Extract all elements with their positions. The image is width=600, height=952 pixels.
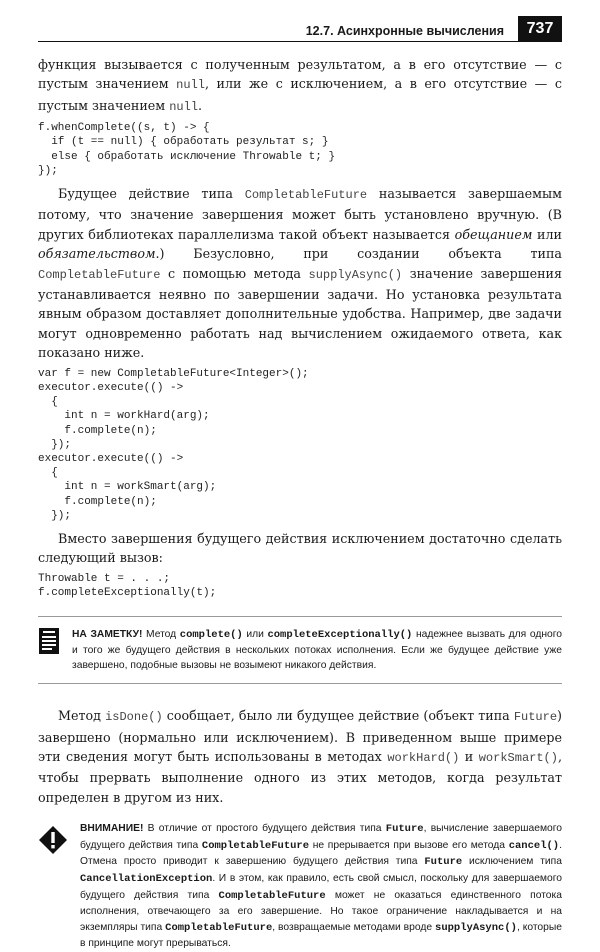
page-content [38, 55, 562, 952]
code-listing-3: Throwable t = . . .; f.completeExceptionally(t); [38, 572, 217, 599]
paragraph-3: Вместо завершения будущего действия исключением достаточно сделать следующий вызов: [38, 530, 562, 566]
note-text: НА ЗАМЕТКУ! Метод complete() или completeExceptionally() надежнее вызвать для одного и того же будущего действия в нескольких потоках исполнения. Если же будущее действие уже завершено, подобные вызовы не возымеют никакого действия. [72, 629, 562, 672]
notepad-icon [38, 627, 60, 655]
code-listing-2: var f = new CompletableFuture<Integer>(); executor.execute(() -> { int n = workHard(arg); f.complete(n); }); executor.execute(() -> { int n = workSmart(arg); f.complete(n); }); [38, 367, 309, 522]
header-rule [38, 41, 562, 42]
paragraph-4: Метод isDone() сообщает, было ли будущее действие (объект типа Future) завершено (нормально или исключением). В приведенном выше примере эти сведения могут быть использованы в методах workHard() и workSmart(), чтобы прервать выполнение одного из этих методов, когда результат определен в другом из них. [38, 708, 562, 805]
section-title: 12.7. Асинхронные вычисления [305, 24, 504, 38]
warning-text: ВНИМАНИЕ! В отличие от простого будущего действия типа Future, вычисление завершаемого будущего действия типа CompletableFuture не прерывается при вызове его метода cancel(). Отмена просто приводит к завершению будущего действия типа Future исключением типа CancellationException. И в этом, как правило, есть свой смысл, поскольку для завершаемого будущего действия типа CompletableFuture может не оказаться единственного потока исполнения, отвечающего за его завершение. Но такое ограничение накладывается и на экземпляры типа CompletableFuture, возвращаемые методами вроде supplyAsync(), которые в принципе могут прерываться. [80, 823, 563, 950]
code-listing-1: f.whenComplete((s, t) -> { if (t == null) { обработать результат s; } else { обработать исключение Throwable t; } }); [38, 122, 336, 177]
paragraph-2: Будущее действие типа CompletableFuture называется завершаемым потому, что значение завершения может быть установлено вручную. (В других библиотеках параллелизма такой объект называется обещанием или обязательством.) Безусловно, при создании объекта типа CompletableFuture с помощью метода supplyAsync() значение завершения устанавливается неявно по завершении задачи. Но установка результата явным образом доставляет дополнительные удобства. Например, две задачи могут одновременно работать над вычислением ожидаемого ответа, как показано ниже. [38, 186, 563, 361]
warning-box [38, 821, 562, 952]
page-header [38, 16, 562, 44]
page-number: 737 [518, 16, 562, 42]
warning-diamond-icon [38, 825, 68, 855]
note-box [38, 616, 562, 684]
paragraph-1: функция вызывается с полученным результатом, а в его отсутствие — с пустым значением null, или же с исключением, а в его отсутствие — с пустым значением null. [38, 57, 562, 114]
